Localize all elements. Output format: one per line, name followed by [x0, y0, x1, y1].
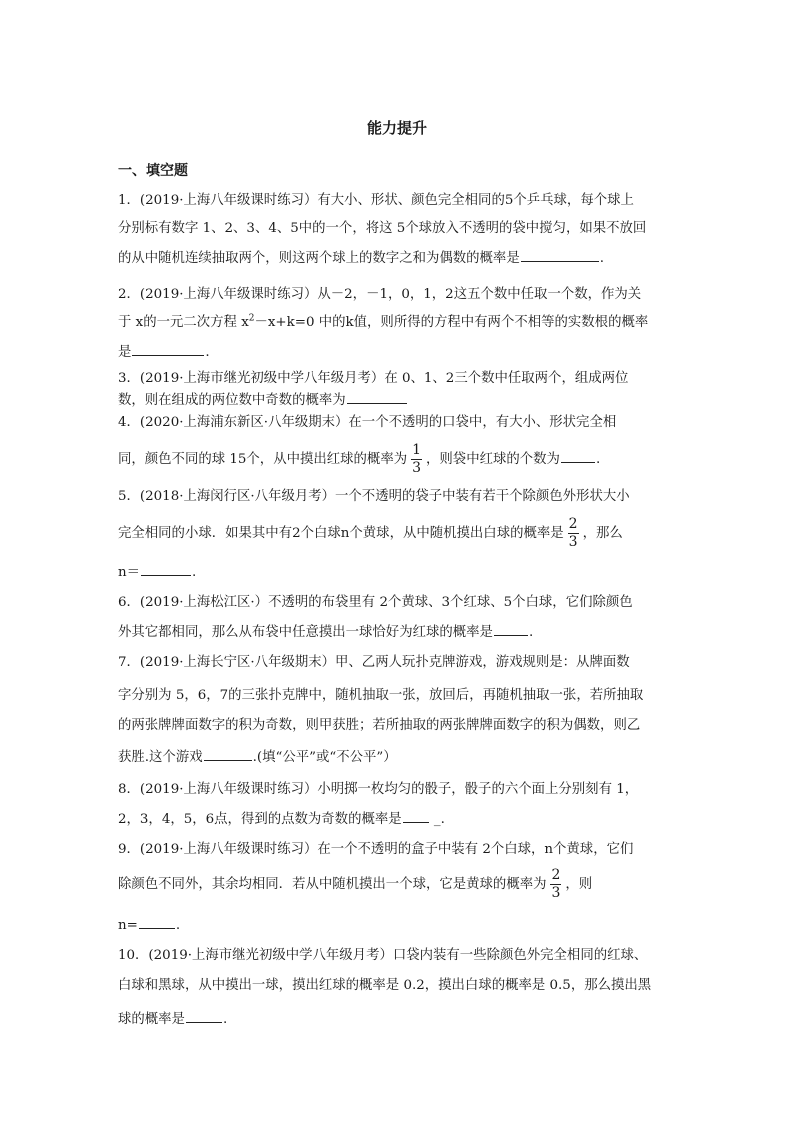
q3-line-1: 3．(2019·上海市继光初级中学八年级月考）在 0、1、2三个数中任取两个，组成两位 [118, 371, 629, 386]
q10-line-2: 白球和黑球，从中摸出一球，摸出红球的概率是 0.2，摸出白球的概率是 0.5，那么摸出黑 [118, 978, 652, 993]
q10-line-3 [118, 1008, 227, 1028]
q2-exponent: 2 [248, 313, 255, 324]
q2-line-2-text-a: 于 x的一元二次方程 x [118, 315, 249, 330]
q2-line-1: 2．(2019·上海八年级课时练习）从－2，－1，0，1，2这五个数中任取一个数，作为关 [118, 287, 642, 302]
q1-line-2: 分别标有数字 1、2、3、4、5中的一个，将这 5个球放入不透明的袋中搅匀，如果不放回 [118, 221, 647, 236]
q2-line-3-end: . [205, 345, 210, 360]
q1-line-3-end: . [599, 251, 604, 266]
q10-answer-blank[interactable] [186, 1008, 222, 1023]
q10-line-3-end: . [222, 1012, 228, 1027]
q6-line-2-end: . [528, 625, 534, 640]
q6-line-2-text: 外其它都相同，那么从布袋中任意摸出一球恰好为红球的概率是 [118, 625, 493, 640]
q3-line-2 [118, 389, 408, 409]
q1-line-1: 1．(2019·上海八年级课时练习）有大小、形状、颜色完全相同的5个乒乓球，每个球上 [118, 193, 634, 208]
q7-line-1: 7．(2019·上海长宁区·八年级期末）甲、乙两人玩扑克牌游戏，游戏规则是：从牌面数 [118, 655, 630, 670]
q9-line-2-text-a: 除颜色不同外，其余均相同．若从中随机摸出一个球，它是黄球的概率为 [118, 877, 547, 892]
q7-line-4-text: 获胜.这个游戏 [118, 750, 203, 765]
q9-line-3-text: n= [118, 918, 138, 933]
q4-line-2-text-a: 同，颜色不同的球 15个，从中摸出红球的概率为 [118, 452, 408, 467]
q8-answer-blank[interactable] [403, 808, 429, 823]
q9-line-1: 9．(2019·上海八年级课时练习）在一个不透明的盒子中装有 2个白球，n个黄球，它们 [118, 842, 634, 857]
q6-line-2 [118, 621, 533, 641]
q5-fraction [567, 516, 580, 551]
q8-line-2-end: . [440, 812, 445, 827]
q7-line-4-end: .(填“公平”或“不公平”） [252, 750, 397, 765]
q3-line-2-text: 数，则在组成的两位数中奇数的概率为 [118, 393, 346, 408]
q5-answer-blank[interactable] [141, 561, 191, 576]
q8-line-1: 8．(2019·上海八年级课时练习）小明掷一枚均匀的骰子，骰子的六个面上分别刻有 1， [118, 782, 639, 797]
q6-answer-blank[interactable] [494, 621, 528, 636]
q5-line-2 [118, 514, 623, 554]
q9-fraction [550, 867, 563, 902]
section-heading: 一、填空题 [118, 163, 188, 179]
q7-answer-blank[interactable] [204, 746, 252, 761]
q7-line-3: 的两张牌牌面数字的积为奇数，则甲获胜；若所抽取的两张牌牌面数字的积为偶数，则乙 [118, 718, 641, 733]
q2-line-3-text: 是 [118, 345, 132, 360]
q9-fraction-numerator: 2 [551, 867, 561, 883]
q5-line-2-text-b: ，那么 [582, 526, 623, 541]
q4-line-2-end: . [595, 452, 601, 467]
q4-fraction-denominator: 3 [412, 460, 422, 476]
q2-line-2 [118, 313, 648, 333]
q5-line-3-end: . [192, 565, 197, 580]
q4-fraction [410, 442, 423, 477]
q9-line-2 [118, 865, 592, 905]
q4-fraction-numerator: 1 [412, 442, 422, 458]
q9-fraction-denominator: 3 [551, 885, 561, 901]
q5-line-1: 5．(2018·上海闵行区·八年级月考）一个不透明的袋子中装有若干个除颜色外形状大小 [118, 489, 630, 504]
q4-line-2 [118, 440, 600, 480]
q5-fraction-denominator: 3 [568, 534, 578, 550]
q8-line-2-text: 2，3，4，5，6点，得到的点数为奇数的概率是 [118, 812, 402, 827]
q3-answer-blank[interactable] [347, 389, 407, 404]
q2-line-2-text-b: －x+k=0 中的k值，则所得的方程中有两个不相等的实数根的概率 [254, 315, 649, 330]
q2-answer-blank[interactable] [132, 341, 204, 356]
q7-line-2: 字分别为 5，6，7的三张扑克牌中，随机抽取一张，放回后，再随机抽取一张，若所抽取 [118, 688, 644, 703]
q1-line-3 [118, 247, 604, 267]
q1-line-3-text: 的从中随机连续抽取两个，则这两个球上的数字之和为偶数的概率是 [118, 251, 520, 266]
q9-line-3-end: . [175, 918, 181, 933]
q10-line-3-text: 球的概率是 [118, 1012, 185, 1027]
q9-line-2-text-b: ，则 [565, 877, 593, 892]
q6-line-1: 6．(2019·上海松江区·）不透明的布袋里有 2个黄球、3个红球、5个白球，它们除颜色 [118, 595, 633, 610]
q5-line-2-text-a: 完全相同的小球．如果其中有2个白球n个黄球，从中随机摸出白球的概率是 [118, 526, 564, 541]
page-title: 能力提升 [366, 119, 427, 137]
q5-line-3 [118, 561, 196, 581]
q5-fraction-numerator: 2 [568, 516, 578, 532]
q1-answer-blank[interactable] [521, 247, 599, 262]
q8-line-2 [118, 808, 445, 828]
q2-line-3 [118, 341, 210, 361]
q5-line-3-text: n＝ [118, 565, 141, 580]
q10-line-1: 10．(2019·上海市继光初级中学八年级月考）口袋内装有一些除颜色外完全相同的红球、 [118, 948, 648, 963]
q4-line-2-text-b: ，则袋中红球的个数为 [426, 452, 560, 467]
q4-answer-blank[interactable] [561, 448, 595, 463]
q4-line-1: 4．(2020·上海浦东新区·八年级期末）在一个不透明的口袋中，有大小、形状完全相 [118, 415, 617, 430]
q9-answer-blank[interactable] [139, 914, 175, 929]
q7-line-4 [118, 746, 397, 766]
q9-line-3 [118, 914, 180, 934]
q8-line-2-mid: _ [433, 812, 441, 827]
